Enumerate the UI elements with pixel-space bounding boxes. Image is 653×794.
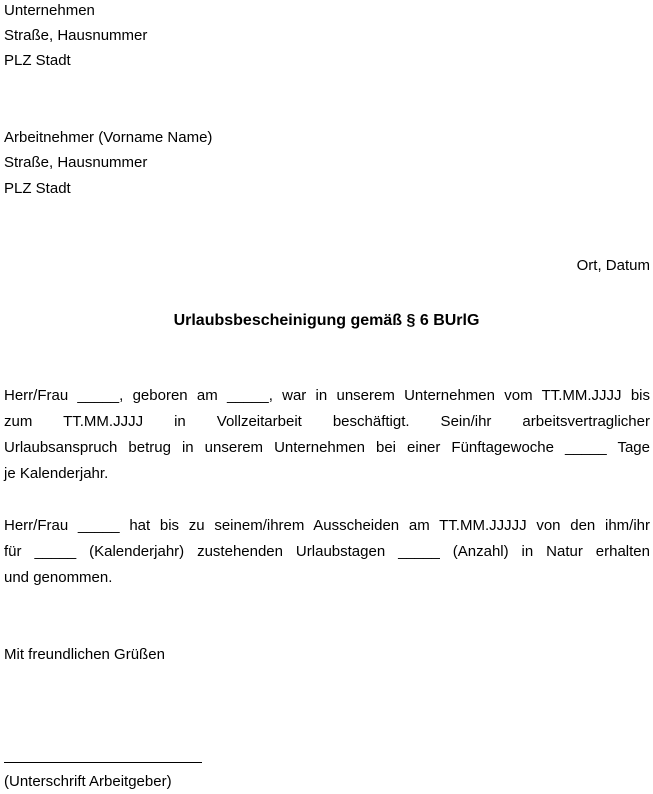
recipient-street: Straße, Hausnummer [4, 154, 148, 171]
closing-greeting: Mit freundlichen Grüßen [4, 646, 165, 663]
signature-line [4, 762, 202, 763]
sender-city: PLZ Stadt [4, 52, 71, 69]
place-date: Ort, Datum [576, 257, 650, 274]
sender-street: Straße, Hausnummer [4, 27, 148, 44]
paragraph2-line1: Herr/Frau _____ hat bis zu seinem/ihrem Ausscheiden am TT.MM.JJJJJ von den ihm/ihr [4, 517, 650, 534]
paragraph1-line2: zum TT.MM.JJJJ in Vollzeitarbeit beschäftigt. Sein/ihr arbeitsvertraglicher [4, 413, 650, 430]
sender-name: Unternehmen [4, 2, 95, 19]
paragraph1-line1: Herr/Frau _____, geboren am _____, war in unserem Unternehmen vom TT.MM.JJJJ bis [4, 387, 650, 404]
paragraph1-line3: Urlaubsanspruch betrug in unserem Unternehmen bei einer Fünftagewoche _____ Tage [4, 439, 650, 456]
recipient-name: Arbeitnehmer (Vorname Name) [4, 129, 213, 146]
paragraph1-line4: je Kalenderjahr. [4, 465, 109, 482]
recipient-city: PLZ Stadt [4, 180, 71, 197]
signature-caption: (Unterschrift Arbeitgeber) [4, 773, 172, 790]
paragraph2-line2: für _____ (Kalenderjahr) zustehenden Urlaubstagen _____ (Anzahl) in Natur erhalten [4, 543, 650, 560]
document-title: Urlaubsbescheinigung gemäß § 6 BUrlG [173, 312, 480, 329]
paragraph2-line3: und genommen. [4, 569, 113, 586]
